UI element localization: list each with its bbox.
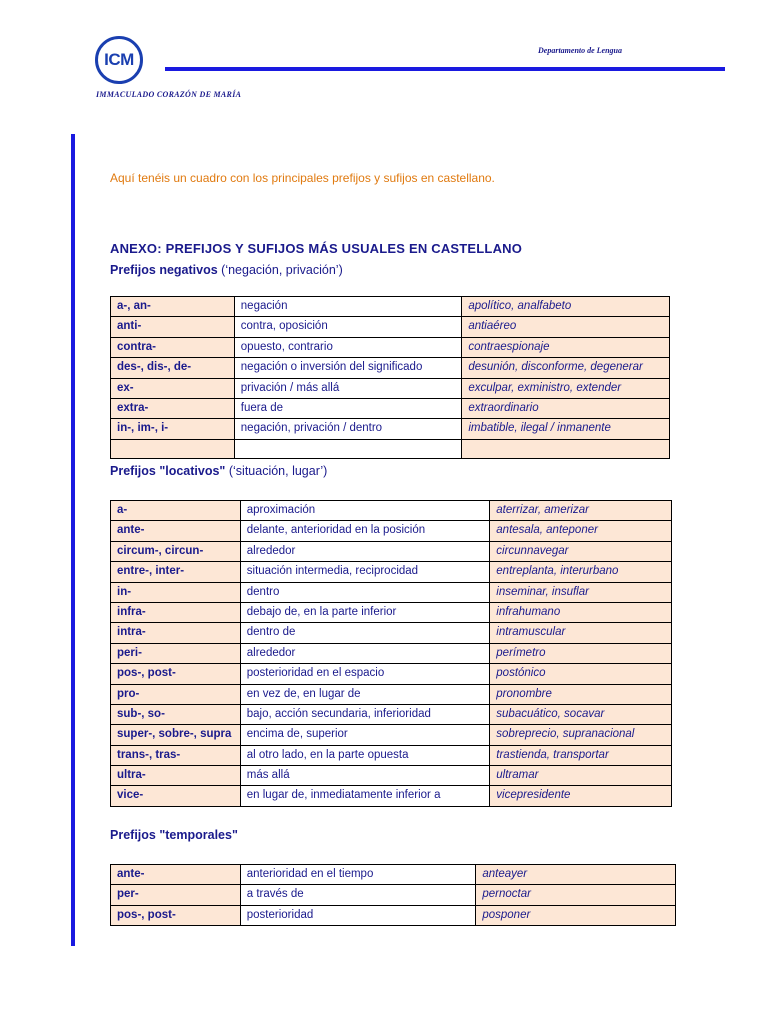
prefix-cell: vice-	[111, 786, 241, 806]
empty-cell	[234, 439, 462, 458]
table-row	[111, 905, 676, 925]
table-row	[111, 317, 670, 337]
example-cell: perímetro	[490, 643, 672, 663]
example-cell: antiaéreo	[462, 317, 670, 337]
meaning-cell: delante, anterioridad en la posición	[240, 521, 490, 541]
example-cell: vicepresidente	[490, 786, 672, 806]
table-row	[111, 885, 676, 905]
meaning-cell: al otro lado, en la parte opuesta	[240, 745, 490, 765]
table-row	[111, 582, 672, 602]
prefix-cell: ante-	[111, 865, 241, 885]
meaning-cell: posterioridad	[240, 905, 476, 925]
table-prefijos-negativos	[110, 296, 670, 459]
meaning-cell: posterioridad en el espacio	[240, 664, 490, 684]
table-row	[111, 623, 672, 643]
example-cell: extraordinario	[462, 398, 670, 418]
table-row	[111, 541, 672, 561]
table-body	[111, 297, 670, 459]
section-negativos-heading	[110, 263, 343, 277]
prefix-cell: a-	[111, 501, 241, 521]
prefix-cell: circum-, circun-	[111, 541, 241, 561]
table-row-empty	[111, 439, 670, 458]
section-title: Prefijos negativos	[110, 263, 218, 277]
table-row	[111, 684, 672, 704]
table-row	[111, 521, 672, 541]
meaning-cell: anterioridad en el tiempo	[240, 865, 476, 885]
meaning-cell: más allá	[240, 766, 490, 786]
prefix-cell: in-	[111, 582, 241, 602]
meaning-cell: contra, oposición	[234, 317, 462, 337]
meaning-cell: dentro	[240, 582, 490, 602]
meaning-cell: negación	[234, 297, 462, 317]
example-cell: inseminar, insuflar	[490, 582, 672, 602]
table-row	[111, 398, 670, 418]
icm-logo	[95, 36, 143, 84]
prefix-cell: des-, dis-, de-	[111, 358, 235, 378]
table-row	[111, 501, 672, 521]
section-locativos-heading	[110, 464, 327, 478]
prefix-cell: super-, sobre-, supra	[111, 725, 241, 745]
meaning-cell: negación, privación / dentro	[234, 419, 462, 439]
table-row	[111, 358, 670, 378]
meaning-cell: en vez de, en lugar de	[240, 684, 490, 704]
meaning-cell: bajo, acción secundaria, inferioridad	[240, 704, 490, 724]
table-prefijos-temporales	[110, 864, 676, 926]
table-row	[111, 562, 672, 582]
example-cell: apolítico, analfabeto	[462, 297, 670, 317]
left-margin-bar	[71, 134, 75, 946]
example-cell: trastienda, transportar	[490, 745, 672, 765]
meaning-cell: en lugar de, inmediatamente inferior a	[240, 786, 490, 806]
prefix-cell: in-, im-, i-	[111, 419, 235, 439]
example-cell: posponer	[476, 905, 676, 925]
empty-cell	[462, 439, 670, 458]
prefix-cell: peri-	[111, 643, 241, 663]
table-row	[111, 297, 670, 317]
prefix-cell: intra-	[111, 623, 241, 643]
anexo-title: ANEXO: PREFIJOS Y SUFIJOS MÁS USUALES EN CASTELLANO	[110, 241, 523, 256]
example-cell: contraespionaje	[462, 337, 670, 357]
logo-text: ICM	[104, 50, 134, 69]
prefix-cell: trans-, tras-	[111, 745, 241, 765]
example-cell: subacuático, socavar	[490, 704, 672, 724]
section-note: (‘negación, privación’)	[217, 263, 343, 277]
school-name: IMMACULADO CORAZÓN DE MARÍA	[96, 90, 242, 99]
prefix-cell: ante-	[111, 521, 241, 541]
prefix-cell: infra-	[111, 602, 241, 622]
meaning-cell: dentro de	[240, 623, 490, 643]
section-title: Prefijos "locativos"	[110, 464, 226, 478]
example-cell: postónico	[490, 664, 672, 684]
department-label: Departamento de Lengua	[538, 46, 622, 55]
prefix-cell: anti-	[111, 317, 235, 337]
example-cell: desunión, disconforme, degenerar	[462, 358, 670, 378]
meaning-cell: a través de	[240, 885, 476, 905]
meaning-cell: debajo de, en la parte inferior	[240, 602, 490, 622]
table-row	[111, 704, 672, 724]
table-row	[111, 643, 672, 663]
meaning-cell: aproximación	[240, 501, 490, 521]
example-cell: pronombre	[490, 684, 672, 704]
table-body	[111, 501, 672, 807]
example-cell: circunnavegar	[490, 541, 672, 561]
meaning-cell: encima de, superior	[240, 725, 490, 745]
table-body	[111, 865, 676, 926]
meaning-cell: situación intermedia, reciprocidad	[240, 562, 490, 582]
prefix-cell: a-, an-	[111, 297, 235, 317]
prefix-cell: per-	[111, 885, 241, 905]
meaning-cell: alrededor	[240, 541, 490, 561]
prefix-cell: pos-, post-	[111, 905, 241, 925]
meaning-cell: opuesto, contrario	[234, 337, 462, 357]
example-cell: pernoctar	[476, 885, 676, 905]
meaning-cell: fuera de	[234, 398, 462, 418]
table-row	[111, 766, 672, 786]
table-row	[111, 745, 672, 765]
meaning-cell: privación / más allá	[234, 378, 462, 398]
prefix-cell: sub-, so-	[111, 704, 241, 724]
empty-cell	[111, 439, 235, 458]
meaning-cell: alrededor	[240, 643, 490, 663]
table-row	[111, 725, 672, 745]
example-cell: aterrizar, amerizar	[490, 501, 672, 521]
example-cell: sobreprecio, supranacional	[490, 725, 672, 745]
prefix-cell: entre-, inter-	[111, 562, 241, 582]
table-row	[111, 602, 672, 622]
intro-text: Aquí tenéis un cuadro con los principales prefijos y sufijos en castellano.	[110, 171, 495, 185]
table-row	[111, 419, 670, 439]
header-divider	[165, 67, 725, 71]
prefix-cell: pro-	[111, 684, 241, 704]
meaning-cell: negación o inversión del significado	[234, 358, 462, 378]
table-prefijos-locativos	[110, 500, 672, 807]
example-cell: ultramar	[490, 766, 672, 786]
example-cell: entreplanta, interurbano	[490, 562, 672, 582]
table-row	[111, 786, 672, 806]
example-cell: imbatible, ilegal / inmanente	[462, 419, 670, 439]
example-cell: antesala, anteponer	[490, 521, 672, 541]
table-row	[111, 865, 676, 885]
table-row	[111, 378, 670, 398]
example-cell: intramuscular	[490, 623, 672, 643]
section-title: Prefijos "temporales"	[110, 828, 238, 842]
example-cell: anteayer	[476, 865, 676, 885]
section-note: (‘situación, lugar’)	[225, 464, 328, 478]
prefix-cell: contra-	[111, 337, 235, 357]
prefix-cell: pos-, post-	[111, 664, 241, 684]
example-cell: infrahumano	[490, 602, 672, 622]
prefix-cell: extra-	[111, 398, 235, 418]
section-temporales-heading	[110, 828, 238, 842]
example-cell: exculpar, exministro, extender	[462, 378, 670, 398]
prefix-cell: ultra-	[111, 766, 241, 786]
prefix-cell: ex-	[111, 378, 235, 398]
table-row	[111, 664, 672, 684]
table-row	[111, 337, 670, 357]
